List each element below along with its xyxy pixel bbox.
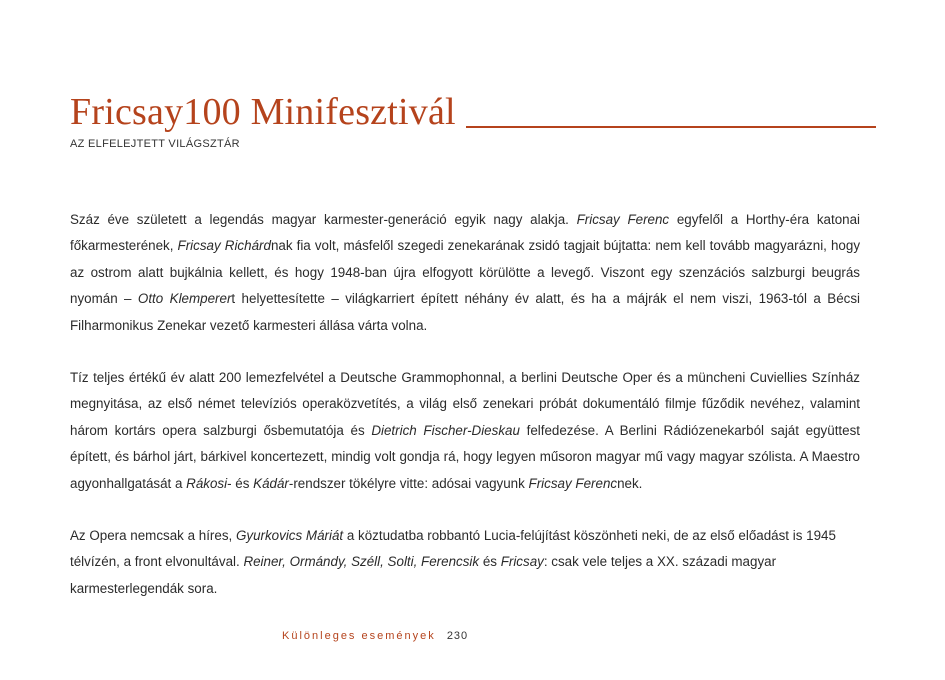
italic-name-text: Gyurkovics Máriát bbox=[235, 528, 344, 544]
paragraph-text: : csak vele teljes a XX. századi magyar karmesterlegendák sora. bbox=[70, 554, 777, 596]
paragraph-text: egyfelől a Horthy-éra katonai főkarmesterének, bbox=[70, 212, 861, 254]
page-title: Fricsay100 Minifesztivál bbox=[70, 91, 456, 133]
italic-name-text: Reiner, Ormándy, Széll, Solti, Ferencsik bbox=[243, 554, 480, 570]
paragraph-text: a köztudatba robbantó Lucia-felújítást köszönheti neki, de az első előadást is 1945 télvízén, a front elvonultával. bbox=[70, 528, 836, 570]
italic-name-text: Fricsay Ferenc bbox=[576, 212, 670, 227]
paragraph-text: t helyettesítette – világkarriert épített néhány év alatt, és ha a májrák el nem viszi, 1963-tól a Bécsi Filharmonikus Zenekar vezető karmesteri állása várta volna. bbox=[70, 291, 861, 333]
title-rule bbox=[466, 126, 876, 128]
italic-name-text: Rákosi bbox=[186, 475, 228, 491]
italic-name-text: Dietrich Fischer-Dieskau bbox=[371, 422, 520, 438]
paragraph-2 bbox=[70, 365, 860, 497]
page-number: 230 bbox=[446, 630, 469, 642]
italic-name-text: Kádár bbox=[253, 475, 289, 491]
paragraph-text: felfedezése. A Berlini Rádiózenekarból saját együttest épített, és bárhol járt, bárkivel koncertezett, mindig volt gondja rá, hogy legyen műsoron magyar mű vagy magyar szólista. A Maestro agyonhallgatását a bbox=[70, 422, 860, 491]
paragraph-text: nek. bbox=[617, 475, 643, 491]
paragraph-text: Az Opera nemcsak a híres, bbox=[70, 528, 236, 544]
footer-section-label: Különleges események bbox=[282, 630, 436, 642]
paragraph-1 bbox=[70, 207, 860, 339]
paragraph-text: nak fia volt, másfelől szegedi zenekarának zsidó tagjait bújtatta: nem kell tovább magyarázni, hogy az ostrom alatt bujkálnia kellett, és hogy 1948-ban újra elfogyott körülötte a levegő. Viszont egy szenzációs salzburgi beugrás nyomán – bbox=[70, 238, 861, 307]
paragraph-text: és bbox=[479, 554, 501, 570]
italic-name-text: Fricsay Ferenc bbox=[528, 475, 618, 491]
italic-name-text: Otto Klemperer bbox=[137, 291, 232, 307]
paragraph-3 bbox=[70, 523, 860, 602]
page-footer bbox=[282, 630, 468, 642]
italic-name-text: Fricsay bbox=[500, 554, 544, 570]
page-subtitle: AZ ELFELEJTETT VILÁGSZTÁR bbox=[70, 138, 240, 150]
italic-name-text: Fricsay Richárd bbox=[177, 238, 271, 254]
article-body bbox=[70, 207, 860, 628]
title-row bbox=[70, 92, 876, 132]
paragraph-text: -rendszer tökélyre vitte: adósai vagyunk bbox=[288, 475, 529, 491]
paragraph-text: Száz éve született a legendás magyar karmester-generáció egyik nagy alakja. bbox=[70, 212, 577, 227]
paragraph-text: - és bbox=[227, 475, 254, 491]
paragraph-text: Tíz teljes értékű év alatt 200 lemezfelvétel a Deutsche Grammophonnal, a berlini Deutsche Oper és a müncheni Cuviellies Színház megnyitása, az első német televíziós operaközvetítés, a világ első zenekari próbát dokumentáló filmje fűződik nevéhez, valamint három kortárs opera salzburgi ősbemutatója és bbox=[70, 370, 860, 438]
